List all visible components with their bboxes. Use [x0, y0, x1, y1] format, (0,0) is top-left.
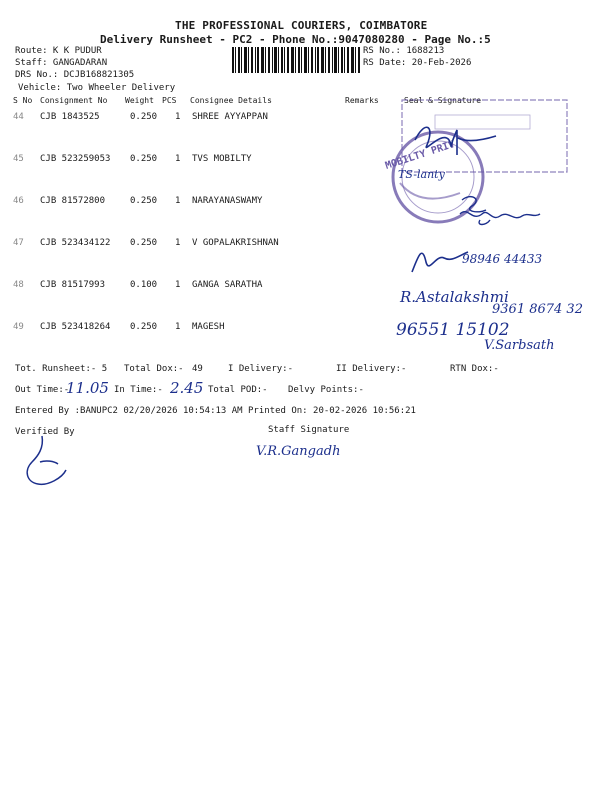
total-dox-label: Total Dox:- [124, 364, 184, 374]
row-consignment: CJB 81517993 [40, 280, 106, 290]
row-pcs: 1 [175, 322, 181, 332]
col-consignment: Consignment No [40, 96, 108, 105]
row-pcs: 1 [175, 112, 181, 122]
row-consignment: CJB 523259053 [40, 154, 111, 164]
staff-label: Staff: GANGADARAN [15, 58, 108, 68]
rtn-dox: RTN Dox:- [450, 364, 499, 374]
row-sno: 49 [13, 322, 24, 332]
row-consignee: V GOPALAKRISHNAN [192, 238, 279, 248]
row-weight: 0.250 [130, 196, 158, 206]
vehicle-label: Vehicle: Two Wheeler Delivery [18, 83, 176, 93]
col-pcs: PCS [162, 96, 177, 105]
row49-phone: 96551 15102 [396, 320, 510, 340]
in-time-value: 2.45 [170, 379, 204, 397]
row46-signature-image [440, 190, 570, 230]
row-pcs: 1 [175, 280, 181, 290]
staff-signature-ink: V.R.Gangadh [256, 444, 341, 459]
delvy-points: Delvy Points:- [288, 385, 364, 395]
row-consignment: CJB 1843525 [40, 112, 100, 122]
row-sno: 44 [13, 112, 24, 122]
row-pcs: 1 [175, 196, 181, 206]
row49-name: V.Sarbsath [484, 338, 555, 353]
company-title: THE PROFESSIONAL COURIERS, COIMBATORE [175, 19, 428, 32]
row-pcs: 1 [175, 238, 181, 248]
stamp-text: MOBILTY PRIV [384, 139, 457, 172]
row-pcs: 1 [175, 154, 181, 164]
row-consignee: GANGA SARATHA [192, 280, 263, 290]
col-consignee: Consignee Details [190, 96, 272, 105]
runsheet-subtitle: Delivery Runsheet - PC2 - Phone No.:9047080280 - Page No.:5 [100, 33, 491, 46]
row48-phone: 9361 8674 32 [492, 302, 583, 317]
row-consignee: MAGESH [192, 322, 225, 332]
entered-by: Entered By :BANUPC2 02/20/2026 10:54:13 AM [15, 406, 243, 416]
staff-signature-label: Staff Signature [268, 425, 350, 435]
col-remarks: Remarks [345, 96, 379, 105]
row-consignee: SHREE AYYAPPAN [192, 112, 268, 122]
row-sno: 45 [13, 154, 24, 164]
tot-runsheet: Tot. Runsheet:- 5 [15, 364, 108, 374]
out-time-value: 11.05 [66, 379, 109, 397]
rs-date: RS Date: 20-Feb-2026 [363, 58, 472, 68]
rs-number: RS No.: 1688213 [363, 46, 445, 56]
row-weight: 0.250 [130, 238, 158, 248]
verified-by-label: Verified By [15, 427, 75, 437]
route-label: Route: K K PUDUR [15, 46, 102, 56]
row-consignment: CJB 523418264 [40, 322, 111, 332]
row-weight: 0.100 [130, 280, 158, 290]
row-consignment: CJB 81572800 [40, 196, 106, 206]
col-weight: Weight [125, 96, 154, 105]
in-time-label: In Time:- [114, 385, 163, 395]
row-consignee: TVS MOBILTY [192, 154, 252, 164]
drs-label: DRS No.: DCJB168821305 [15, 70, 135, 80]
col-seal-signature: Seal & Signature [404, 96, 482, 105]
ii-delivery: II Delivery:- [336, 364, 407, 374]
col-sno: S No [13, 96, 33, 105]
barcode-image [232, 47, 360, 73]
out-time-label: Out Time:- [15, 385, 70, 395]
total-pod: Total POD:- [208, 385, 268, 395]
row-weight: 0.250 [130, 322, 158, 332]
row-consignment: CJB 523434122 [40, 238, 111, 248]
printed-on: Printed On: 20-02-2026 10:56:21 [248, 406, 416, 416]
verified-by-signature-image [22, 432, 72, 487]
row47-signature-image [410, 242, 470, 277]
row48-name: R.Astalakshmi [400, 288, 509, 306]
row-weight: 0.250 [130, 112, 158, 122]
row-consignee: NARAYANASWAMY [192, 196, 263, 206]
row45-handwritten-note: TS-lanty [398, 168, 445, 181]
row-sno: 48 [13, 280, 24, 290]
row-weight: 0.250 [130, 154, 158, 164]
row-sno: 46 [13, 196, 24, 206]
row44-signature-image [410, 118, 500, 153]
row-sno: 47 [13, 238, 24, 248]
total-dox-value: 49 [192, 364, 203, 374]
row47-phone: 98946 44433 [462, 252, 543, 266]
i-delivery: I Delivery:- [228, 364, 294, 374]
